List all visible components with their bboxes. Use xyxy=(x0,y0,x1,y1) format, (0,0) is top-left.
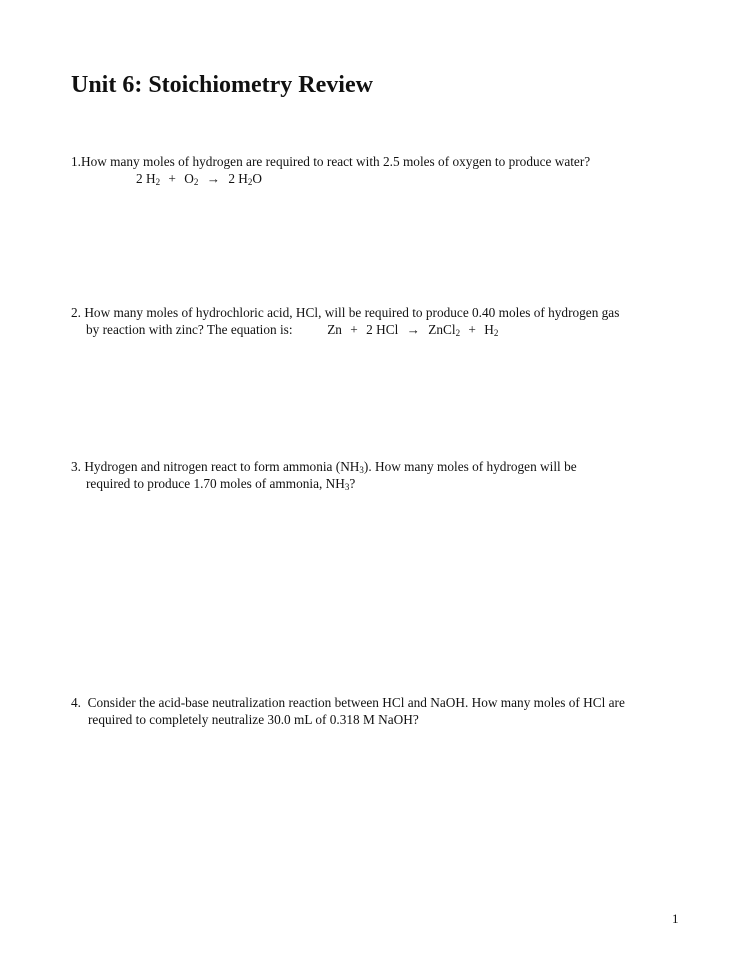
question-2-line1: How many moles of hydrochloric acid, HCl, will be required to produce 0.40 moles of hydrogen gas xyxy=(84,305,620,320)
reaction-arrow-icon: → xyxy=(406,322,420,337)
question-4 xyxy=(71,694,625,711)
question-4-line1: Consider the acid-base neutralization reaction between HCl and NaOH. How many moles of HCl are xyxy=(87,695,625,710)
question-2-line2: by reaction with zinc? The equation is: xyxy=(86,322,293,337)
question-4-number: 4. xyxy=(71,695,81,710)
plus-sign: + xyxy=(168,171,176,186)
question-2-line2-row xyxy=(86,321,498,338)
question-3: 3. Hydrogen and nitrogen react to form ammonia $(NH_3)$. How many moles of hydrogen will be xyxy=(71,459,577,475)
reaction-arrow-icon: → xyxy=(206,171,220,186)
question-1-number: 1. xyxy=(71,154,81,169)
page-number: 1 xyxy=(672,911,679,926)
question-2-number: 2. xyxy=(71,305,81,320)
page-title: Unit 6: Stoichiometry Review xyxy=(71,72,373,98)
question-1-equation: 2 $H_2 + O_2 \to 2$ $H_2O$ xyxy=(136,171,263,187)
question-4-line2: required to completely neutralize 30.0 mL of 0.318 M NaOH? xyxy=(88,712,419,727)
question-3-line2: required to produce 1.70 moles of ammonia, $NH_3$? xyxy=(86,476,356,492)
question-1-text: How many moles of hydrogen are required to react with 2.5 moles of oxygen to produce water? xyxy=(80,154,591,169)
question-3-number: 3. xyxy=(71,459,81,474)
question-1 xyxy=(71,153,590,170)
question-2-equation: Zn + 2 HCl → ZnCl$_2$ + $H_2$ xyxy=(327,322,499,338)
question-2 xyxy=(71,304,619,321)
